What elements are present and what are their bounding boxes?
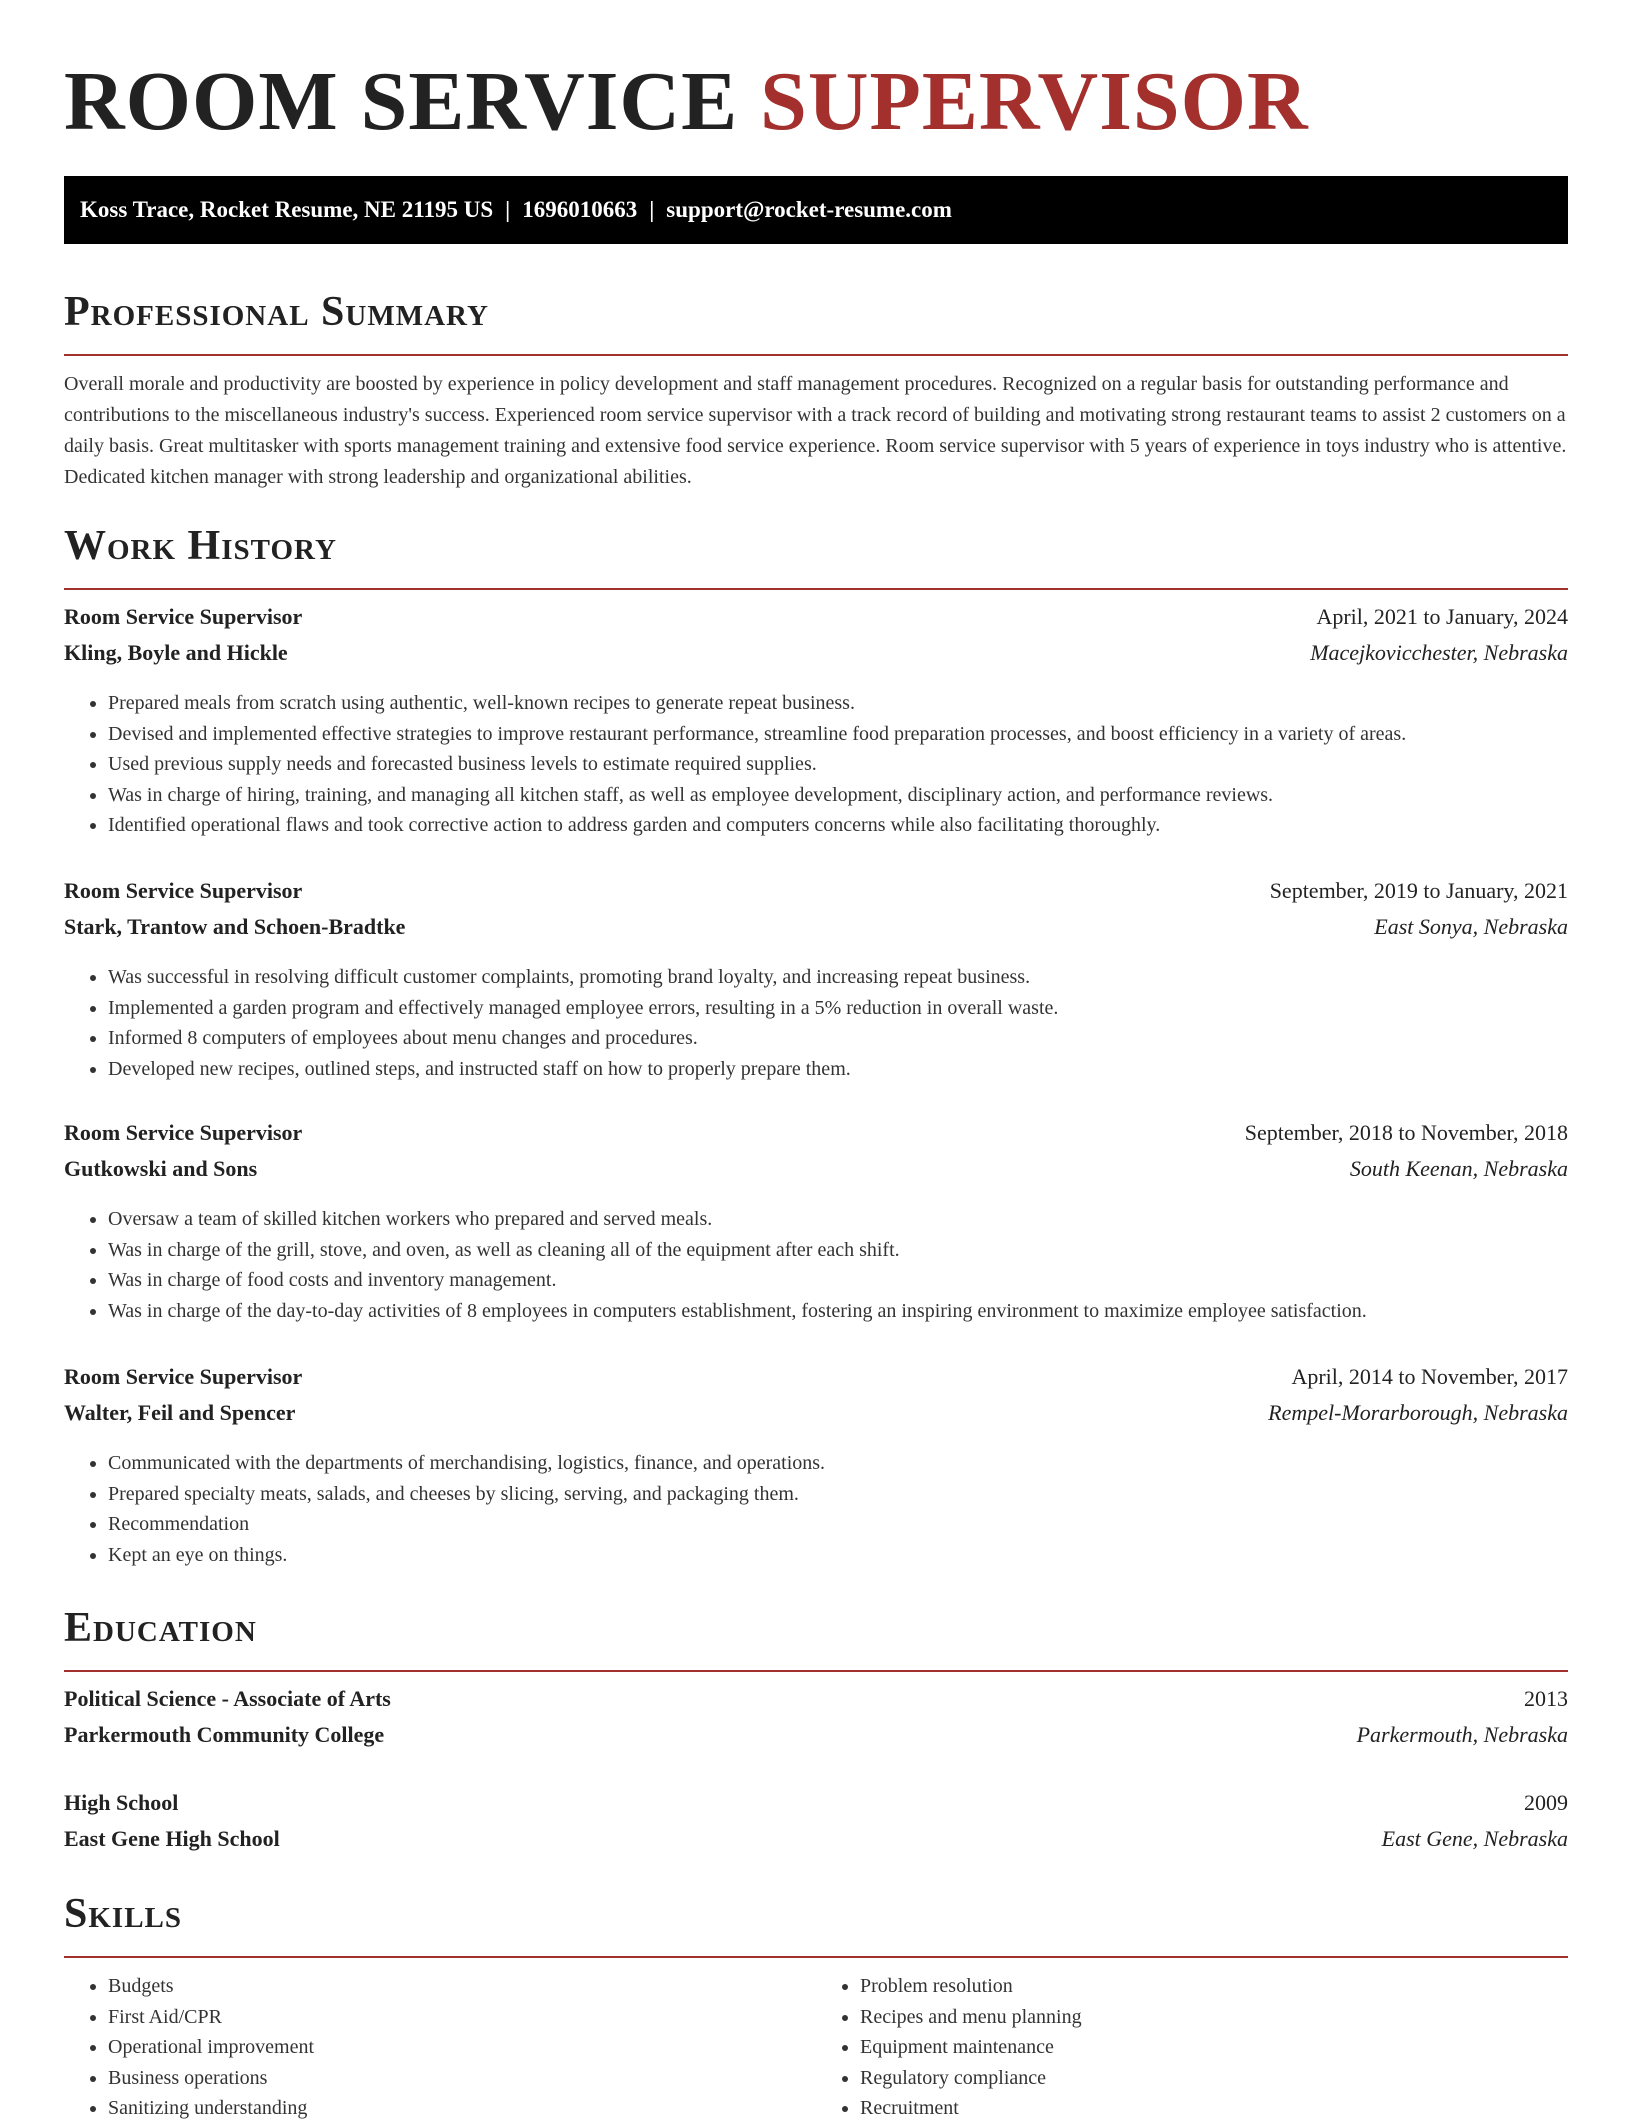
job-header-row xyxy=(64,1364,1568,1400)
skill-item: • Operational improvement xyxy=(108,2032,816,2063)
job-bullet: • Oversaw a team of skilled kitchen workers who prepared and served meals. xyxy=(108,1204,1568,1235)
job-bullet: • Identified operational flaws and took corrective action to address garden and computers concerns while also facilitating thoroughly. xyxy=(108,810,1568,841)
job-title: Room Service Supervisor xyxy=(64,1120,303,1145)
job-company-row xyxy=(64,914,1568,950)
job-bullet: • Was successful in resolving difficult customer complaints, promoting brand loyalty, and increasing repeat business. xyxy=(108,962,1568,993)
job-dates: September, 2018 to November, 2018 xyxy=(1244,1120,1568,1145)
work-history-heading: Work History xyxy=(64,520,1568,590)
title-main: ROOM SERVICE xyxy=(64,55,739,148)
contact-phone: 1696010663 xyxy=(522,197,638,222)
job-company: Kling, Boyle and Hickle xyxy=(64,640,288,665)
resume-title xyxy=(64,52,1309,152)
contact-bar xyxy=(64,176,1568,244)
job-entry xyxy=(64,1120,1568,1326)
job-bullet: • Kept an eye on things. xyxy=(108,1540,1568,1571)
job-bullet: • Developed new recipes, outlined steps, and instructed staff on how to properly prepare them. xyxy=(108,1054,1568,1085)
skills-columns xyxy=(64,1971,1568,2124)
education-school: Parkermouth Community College xyxy=(64,1722,385,1747)
job-bullet: • Used previous supply needs and forecasted business levels to estimate required supplies. xyxy=(108,749,1568,780)
education-heading: Education xyxy=(64,1602,1568,1672)
skills-heading: Skills xyxy=(64,1888,1568,1958)
job-company: Walter, Feil and Spencer xyxy=(64,1400,296,1425)
job-location: South Keenan, Nebraska xyxy=(1349,1156,1568,1181)
summary-heading: Professional Summary xyxy=(64,286,1568,356)
contact-address: Koss Trace, Rocket Resume, NE 21195 US xyxy=(80,197,494,222)
contact-separator: | xyxy=(505,197,511,222)
education-entry xyxy=(64,1790,1568,1862)
education-school: East Gene High School xyxy=(64,1826,280,1851)
job-dates: September, 2019 to January, 2021 xyxy=(1269,878,1568,903)
job-bullets xyxy=(64,1204,1568,1326)
job-bullets xyxy=(64,1448,1568,1570)
job-dates: April, 2021 to January, 2024 xyxy=(1316,604,1568,629)
skill-item: • Budgets xyxy=(108,1971,816,2002)
job-bullet: • Implemented a garden program and effectively managed employee errors, resulting in a 5% reduction in overall waste. xyxy=(108,993,1568,1024)
job-location: East Sonya, Nebraska xyxy=(1374,914,1568,939)
summary-text: Overall morale and productivity are boosted by experience in policy development and staff management procedures. Recognized on a regular basis for outstanding performance and contributions to the miscellaneous industry's success. Experienced room service supervisor with a track record of building and motivating strong restaurant teams to assist 2 customers on a daily basis. Great multitasker with sports management training and extensive food service experience. Room service supervisor with 5 years of experience in toys industry who is attentive. Dedicated kitchen manager with strong leadership and organizational abilities. xyxy=(64,373,1567,488)
skill-item: • Equipment maintenance xyxy=(860,2032,1568,2063)
job-bullet: • Communicated with the departments of merchandising, logistics, finance, and operations. xyxy=(108,1448,1568,1479)
job-title: Room Service Supervisor xyxy=(64,604,303,629)
job-header-row xyxy=(64,878,1568,914)
education-degree-row xyxy=(64,1790,1568,1826)
job-bullet: • Was in charge of food costs and inventory management. xyxy=(108,1265,1568,1296)
contact-email: support@rocket-resume.com xyxy=(666,197,952,222)
education-degree: Political Science - Associate of Arts xyxy=(64,1686,391,1711)
job-title: Room Service Supervisor xyxy=(64,1364,303,1389)
job-header-row xyxy=(64,604,1568,640)
skill-item: • Problem resolution xyxy=(860,1971,1568,2002)
skill-item: • Sanitizing understanding xyxy=(108,2093,816,2124)
job-location: Macejkovicchester, Nebraska xyxy=(1310,640,1568,665)
job-company-row xyxy=(64,1156,1568,1192)
education-school-row xyxy=(64,1826,1568,1862)
job-entry xyxy=(64,604,1568,841)
job-entry xyxy=(64,878,1568,1084)
job-bullet: • Was in charge of the day-to-day activities of 8 employees in computers establishment, fostering an inspiring environment to maximize employee satisfaction. xyxy=(108,1296,1568,1327)
job-header-row xyxy=(64,1120,1568,1156)
job-company-row xyxy=(64,640,1568,676)
job-bullet: • Was in charge of the grill, stove, and oven, as well as cleaning all of the equipment after each shift. xyxy=(108,1235,1568,1266)
skill-item: • Recruitment xyxy=(860,2093,1568,2124)
job-company-row xyxy=(64,1400,1568,1436)
job-location: Rempel-Morarborough, Nebraska xyxy=(1268,1400,1568,1425)
skill-item: • Business operations xyxy=(108,2063,816,2094)
education-degree: High School xyxy=(64,1790,179,1815)
education-degree-row xyxy=(64,1686,1568,1722)
job-bullet: • Prepared meals from scratch using authentic, well-known recipes to generate repeat business. xyxy=(108,688,1568,719)
title-accent: SUPERVISOR xyxy=(760,55,1309,148)
skill-item: • Recipes and menu planning xyxy=(860,2002,1568,2033)
contact-separator: | xyxy=(649,197,655,222)
skills-list-right xyxy=(816,1971,1568,2124)
job-company: Stark, Trantow and Schoen-Bradtke xyxy=(64,914,406,939)
job-bullet: • Devised and implemented effective strategies to improve restaurant performance, streamline food preparation processes, and boost efficiency in a variety of areas. xyxy=(108,719,1568,750)
education-entry xyxy=(64,1686,1568,1758)
job-entry xyxy=(64,1364,1568,1570)
education-year: 2013 xyxy=(1524,1686,1568,1711)
skills-list-left xyxy=(64,1971,816,2124)
job-title: Room Service Supervisor xyxy=(64,878,303,903)
education-location: East Gene, Nebraska xyxy=(1381,1826,1568,1851)
job-bullet: • Recommendation xyxy=(108,1509,1568,1540)
job-bullets xyxy=(64,688,1568,841)
education-school-row xyxy=(64,1722,1568,1758)
job-company: Gutkowski and Sons xyxy=(64,1156,258,1181)
job-bullet: • Was in charge of hiring, training, and managing all kitchen staff, as well as employee development, disciplinary action, and performance reviews. xyxy=(108,780,1568,811)
job-bullet: • Prepared specialty meats, salads, and cheeses by slicing, serving, and packaging them. xyxy=(108,1479,1568,1510)
skill-item: • Regulatory compliance xyxy=(860,2063,1568,2094)
job-bullets xyxy=(64,962,1568,1084)
job-bullet: • Informed 8 computers of employees about menu changes and procedures. xyxy=(108,1023,1568,1054)
skill-item: • First Aid/CPR xyxy=(108,2002,816,2033)
education-year: 2009 xyxy=(1524,1790,1568,1815)
job-dates: April, 2014 to November, 2017 xyxy=(1291,1364,1568,1389)
education-location: Parkermouth, Nebraska xyxy=(1356,1722,1568,1747)
